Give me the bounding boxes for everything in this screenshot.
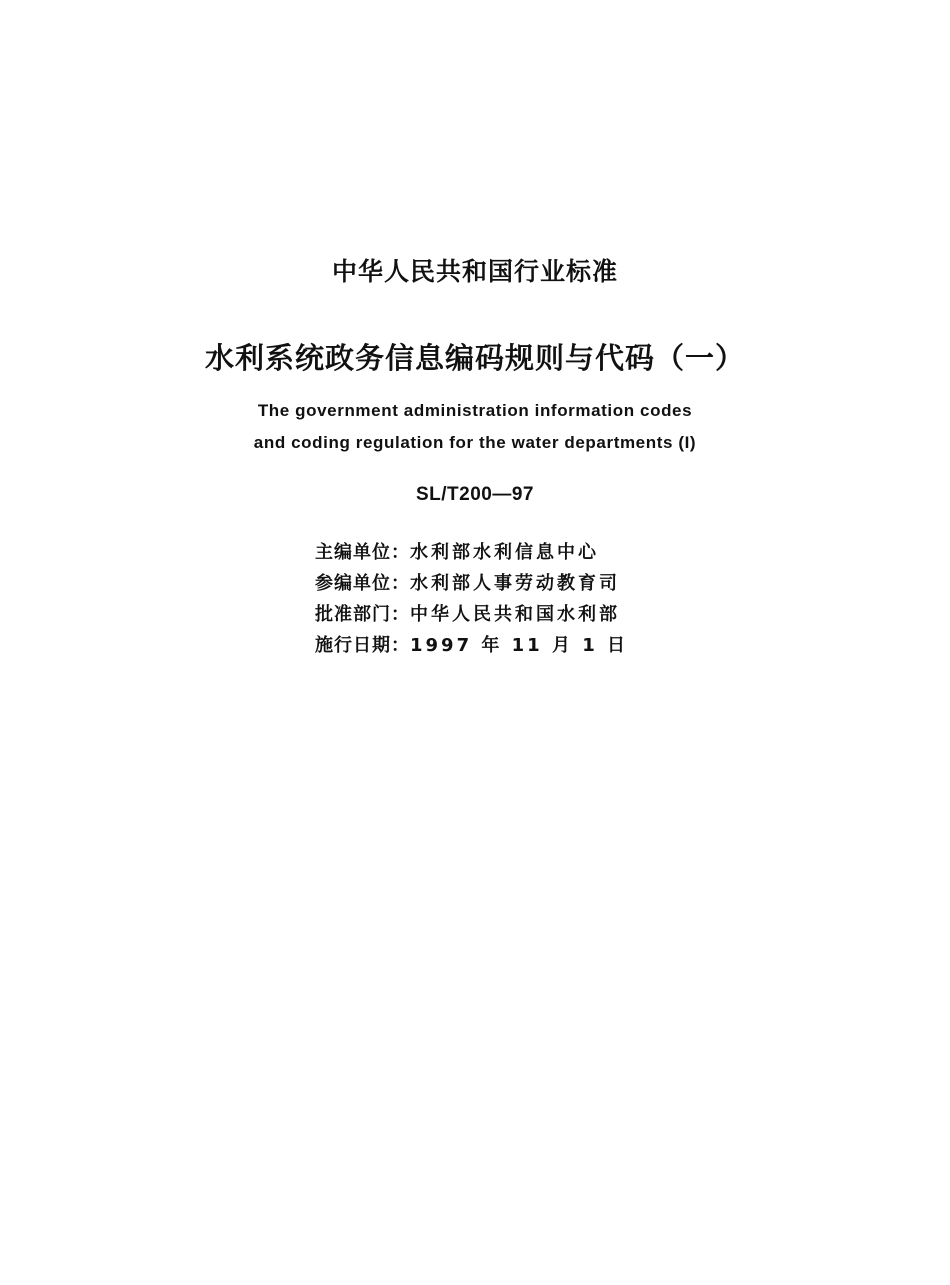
info-row-effective-date [315, 630, 735, 661]
info-label: 施行日期： [315, 635, 410, 656]
info-value: 水利部水利信息中心 [410, 542, 599, 563]
info-row-chief-editor [315, 537, 735, 568]
document-title-cn: 水利系统政务信息编码规则与代码（一） [204, 341, 745, 375]
info-label: 批准部门： [315, 604, 410, 625]
info-row-co-editor [315, 568, 735, 599]
document-title-en-line1: The government administration information codes [257, 401, 693, 420]
info-value: 1997 年 11 月 1 日 [410, 635, 629, 656]
publication-info [315, 537, 735, 661]
standard-code: SL/T200—97 [416, 484, 534, 505]
document-title-en-line2: and coding regulation for the water departments (I) [253, 433, 697, 452]
info-value: 中华人民共和国水利部 [410, 604, 620, 625]
info-label: 参编单位： [315, 573, 410, 594]
info-row-approval-dept [315, 599, 735, 630]
info-label: 主编单位： [315, 542, 410, 563]
standard-type-heading: 中华人民共和国行业标准 [331, 257, 618, 286]
info-value: 水利部人事劳动教育司 [410, 573, 620, 594]
